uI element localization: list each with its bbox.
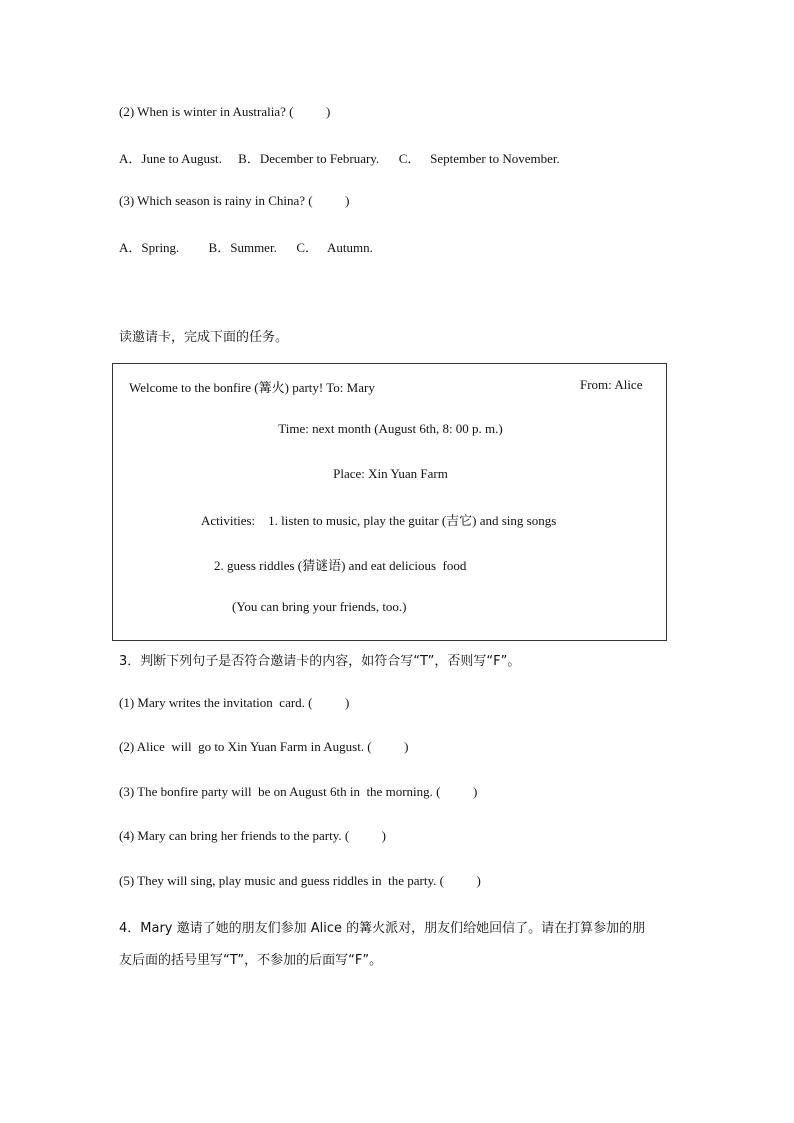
- invitation-card: [112, 363, 667, 641]
- card-activities-2: 2. guess riddles (猜谜语) and eat delicious food: [214, 558, 467, 573]
- card-activities-1: Activities: 1. listen to music, play the guitar (吉它) and sing songs: [201, 513, 557, 528]
- list-item: (3) The bonfire party will be on August 6th in the morning. ( ): [119, 784, 478, 799]
- question-3-options: A．Spring. B．Summer. C． Autumn.: [119, 240, 373, 255]
- section-4-line-2: 友后面的括号里写“T”，不参加的后面写“F”。: [119, 953, 383, 968]
- card-note: (You can bring your friends, too.): [232, 599, 407, 614]
- list-item: (2) Alice will go to Xin Yuan Farm in August. ( ): [119, 739, 409, 754]
- list-item: (4) Mary can bring her friends to the party. ( ): [119, 828, 387, 843]
- section-4-line-1: 4．Mary 邀请了她的朋友们参加 Alice 的篝火派对，朋友们给她回信了。请在打算参加的朋: [119, 921, 646, 936]
- list-item: (1) Mary writes the invitation card. ( ): [119, 695, 350, 710]
- question-2-options: A．June to August. B．December to February. C． September to November.: [119, 151, 560, 166]
- card-place: Place: Xin Yuan Farm: [333, 466, 448, 481]
- section-3-instruction: 3．判断下列句子是否符合邀请卡的内容，如符合写“T”，否则写“F”。: [119, 654, 521, 669]
- card-time: Time: next month (August 6th, 8: 00 p. m.): [278, 421, 503, 436]
- card-greeting: Welcome to the bonfire (篝火) party! To: Mary: [129, 380, 375, 395]
- question-3-text: (3) Which season is rainy in China? ( ): [119, 193, 350, 208]
- question-2-text: (2) When is winter in Australia? ( ): [119, 104, 331, 119]
- list-item: (5) They will sing, play music and guess riddles in the party. ( ): [119, 873, 481, 888]
- reading-instruction: 读邀请卡，完成下面的任务。: [119, 330, 289, 345]
- card-from: From: Alice: [580, 377, 643, 392]
